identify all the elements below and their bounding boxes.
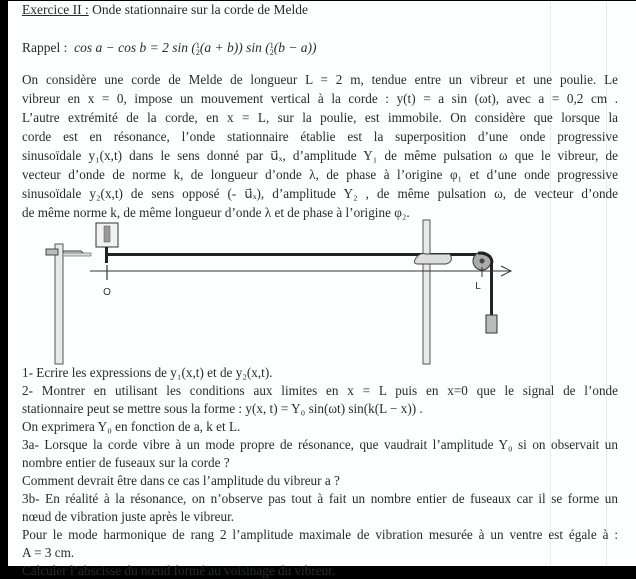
clamp-bar [63,253,91,256]
frac-num: 1 [195,40,200,50]
intro-line: corde est en résonance, l’onde stationnaire établie est la superposition d’une onde progressive [22,129,618,144]
end-label: L [475,281,481,292]
question-line: A = 3 cm. [22,545,75,560]
frac-den: 2 [195,47,200,57]
rappel-formula [22,40,317,56]
intro-line: sinusoïdale y₂(x,t) de sens opposé (- u⃗ₓ), d’amplitude Y₂ , de même pulsation ω, de vecteur d’onde [22,186,618,201]
vibrator-coil [104,226,110,242]
clamp-left [46,249,58,255]
formula-part: (a + b)) sin ( [199,40,270,55]
pulley-axle [480,259,485,264]
question-line: Pour le mode harmonique de rang 2 l’amplitude maximale de vibration mesurée à un ventre est égale à : [22,527,618,542]
question-line: stationnaire peut se mettre sous la forme : y(x, t) = Y₀ sin(ωt) sin(k(L − x)) . [22,401,423,416]
question-line: Calculer l’abscisse du nœud formé au voisinage du vibreur. [22,563,336,578]
intro-line: sinusoïdale y₁(x,t) dans le sens donné par u⃗ₓ, d’amplitude Y₁ de même pulsation ω que le vibreur, de [22,148,618,163]
support-rod-left [55,244,63,364]
clamp-right [414,254,451,265]
intro-line: On considère une corde de Melde de longueur L = 2 m, tendue entre un vibreur et une poulie. Le [22,72,618,87]
exercise-title [22,2,308,18]
frac-den: 2 [269,47,274,57]
question-line: 2- Montrer en utilisant les conditions aux limites en x = L puis en x=0 que le signal de l’onde [22,383,618,398]
intro-line: vibreur en x = 0, impose un mouvement vertical à la corde : y(t) = a sin (ωt), avec a = 0,2 cm . [22,91,618,106]
intro-line: de même norme k, de même longueur d’onde λ et de phase à l’origine φ₂. [22,205,410,220]
question-line: Comment devrait être dans ce cas l’amplitude du vibreur a ? [22,473,340,488]
question-line: 1- Ecrire les expressions de y₁(x,t) et de y₂(x,t). [22,365,273,380]
rappel-label: Rappel : [22,40,68,55]
question-line: 3b- En réalité à la résonance, on n’observe pas tout à fait un nombre entier de fuseaux car il se forme un [22,491,618,506]
formula-part: (b − a)) [273,40,317,55]
frac-num: 1 [269,40,274,50]
intro-line: L’autre extrémité de la corde, en x = L, sur la poulie, est immobile. On considère que lorsque la [22,110,618,125]
exercise-title-text: Onde stationnaire sur la corde de Melde [88,2,308,17]
question-line: nœud de vibration juste après le vibreur. [22,509,235,524]
question-line: On exprimera Y₀ en fonction de a, k et L. [22,419,241,434]
origin-label: O [103,287,111,298]
formula-part: cos a − cos b = 2 sin ( [74,40,196,55]
exercise-title-prefix: Exercice II : [22,2,89,17]
hanging-mass [486,315,497,333]
melde-diagram [8,215,568,365]
question-line: nombre entier de fuseaux sur la corde ? [22,455,230,470]
question-line: 3a- Lorsque la corde vibre à un mode propre de résonance, que vaudrait l’amplitude Y₀ si on observait un [22,437,618,452]
document-page [8,1,636,578]
support-rod-right [423,220,430,364]
intro-line: vecteur d’onde de norme k, de longueur d’onde λ, de phase à l’origine φ₁ et d’une onde progressive [22,167,618,182]
